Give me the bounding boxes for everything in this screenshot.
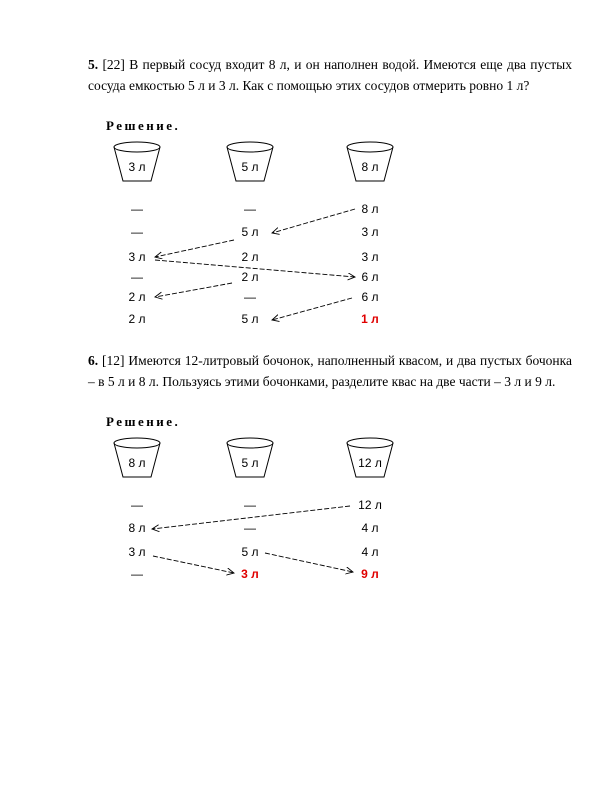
column-0-value: —: [131, 567, 143, 581]
column-2-value: 8 л: [361, 202, 379, 216]
column-1-value: 2 л: [241, 270, 259, 284]
column-2-value: 12 л: [358, 498, 382, 512]
vessel-1: [227, 438, 273, 477]
column-2-value: 9 л: [361, 567, 379, 581]
vessel-rim: [114, 438, 160, 448]
column-1-value: 5 л: [241, 225, 259, 239]
column-2-value: 4 л: [361, 545, 379, 559]
column-1-value: 2 л: [241, 250, 259, 264]
column-0-value: —: [131, 225, 143, 239]
vessel-capacity-label: 5 л: [241, 160, 259, 174]
vessel-rim: [227, 438, 273, 448]
problem-6-solution-label: Решение.: [106, 414, 181, 429]
column-2-value: 1 л: [361, 312, 379, 326]
column-2-value: 6 л: [361, 270, 379, 284]
column-0-value: 8 л: [128, 521, 146, 535]
vessel-capacity-label: 8 л: [128, 456, 146, 470]
column-1-value: 3 л: [241, 567, 259, 581]
column-1-value: —: [244, 498, 256, 512]
column-0-value: 3 л: [128, 250, 146, 264]
column-0-value: 2 л: [128, 290, 146, 304]
column-1-value: 5 л: [241, 545, 259, 559]
problem-6-number: 6.: [88, 353, 99, 368]
transfer-arrow: [153, 556, 234, 573]
vessel-capacity-label: 8 л: [361, 160, 379, 174]
column-1-value: 5 л: [241, 312, 259, 326]
problem-5-solution-label: Решение.: [106, 118, 181, 133]
problem-5-statement: [22] В первый сосуд входит 8 л, и он наполнен водой. Имеются еще два пустых сосуда емкостью 5 л и 3 л. Как с помощью этих сосудов отмерить ровно 1 л?: [88, 57, 572, 93]
column-2-value: 4 л: [361, 521, 379, 535]
column-1-value: —: [244, 290, 256, 304]
vessel-rim: [347, 438, 393, 448]
column-2-value: 6 л: [361, 290, 379, 304]
column-1-value: —: [244, 202, 256, 216]
vessel-2: [347, 438, 393, 477]
vessel-0: [114, 438, 160, 477]
problem-6-statement: [12] Имеются 12-литровый бочонок, наполненный квасом, и два пустых бочонка – в 5 л и 8 л. Пользуясь этими бочонками, разделите квас на две части – 3 л и 9 л.: [88, 353, 573, 389]
vessel-capacity-label: 12 л: [358, 456, 382, 470]
column-1-value: —: [244, 521, 256, 535]
column-2-value: 3 л: [361, 225, 379, 239]
column-2-value: 3 л: [361, 250, 379, 264]
vessel-capacity-label: 3 л: [128, 160, 146, 174]
column-0-value: —: [131, 498, 143, 512]
vessel-capacity-label: 5 л: [241, 456, 259, 470]
column-0-value: —: [131, 202, 143, 216]
column-0-value: 2 л: [128, 312, 146, 326]
column-0-value: 3 л: [128, 545, 146, 559]
column-0-value: —: [131, 270, 143, 284]
problem-5-number: 5.: [88, 57, 99, 72]
transfer-arrow: [265, 553, 353, 572]
